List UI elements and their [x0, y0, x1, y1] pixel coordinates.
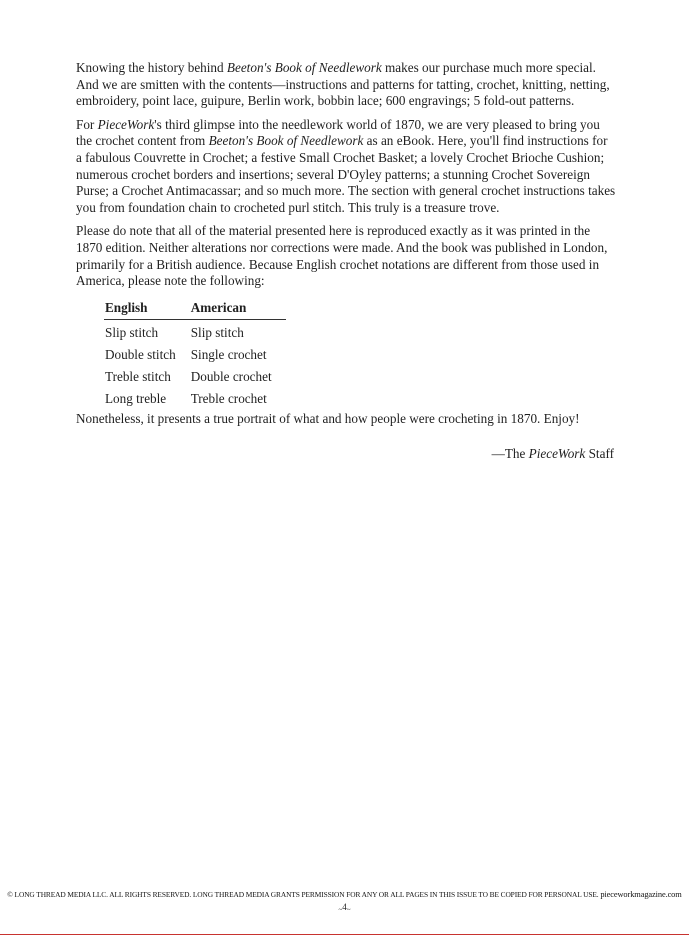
bottom-rule: [0, 934, 689, 935]
american-term: Double crochet: [190, 368, 272, 384]
book-title: Beeton's Book of Needlework: [208, 133, 364, 149]
table-row: [104, 364, 286, 386]
website-link[interactable]: pieceworkmagazine.com: [600, 890, 682, 899]
page-number: [0, 902, 689, 914]
page-footer: [0, 890, 689, 899]
column-header-english: English: [104, 297, 190, 320]
page-number-value: 4: [342, 902, 347, 912]
text-run: For: [76, 116, 98, 132]
table-row: [104, 386, 286, 408]
american-term: Treble crochet: [190, 390, 267, 406]
paragraph-reproduction-note: Please do note that all of the material presented here is reproduced exactly as it was printed in the 1870 edition. Neither alterations nor corrections were made. And the book was published in London, primarily for a British audience. Because English crochet notations are different from those used in America, please note the following:: [76, 223, 608, 289]
text-run: Staff: [585, 446, 614, 462]
magazine-name: PieceWork: [528, 446, 586, 462]
staff-signature: [76, 446, 614, 463]
english-term: Double stitch: [105, 346, 176, 362]
table-row: [104, 319, 286, 342]
book-title: Beeton's Book of Needlework: [226, 60, 382, 75]
page-number-ornament-right: ~: [346, 906, 351, 914]
table-row: [104, 342, 286, 364]
text-run: —The: [491, 446, 529, 462]
paragraph-closing: Nonetheless, it presents a true portrait of what and how people were crocheting in 1870. Enjoy!: [76, 410, 580, 426]
american-term: Slip stitch: [190, 324, 244, 340]
text-run: as an eBook. Here, you'll find instructions for a fabulous Couvrette in Crochet; a festive Small Crochet Basket; a lovely Crochet Brioche Cushion; numerous crochet borders and insertions; several D'Oyley patterns; a stunning Crochet Sovereign Purse; a Crochet Antimacassar; and so much more. The section with general crochet instructions takes you from foundation chain to crocheted purl stitch. This truly is a treasure trove.: [76, 133, 616, 215]
magazine-name: PieceWork: [97, 116, 155, 132]
american-term: Single crochet: [190, 346, 267, 362]
text-run: makes our purchase much more special. And we are smitten with the contents—instructions and patterns for tatting, crochet, knitting, netting, embroidery, point lace, guipure, Berlin work, bobbin lace; 600 engravings; 5 fold-out patterns.: [76, 60, 610, 109]
table-header-row: [104, 297, 286, 320]
copyright-notice: © LONG THREAD MEDIA LLC. ALL RIGHTS RESERVED. LONG THREAD MEDIA GRANTS PERMISSION FOR ANY OR ALL PAGES IN THIS ISSUE TO BE COPIED FOR PERSONAL USE.: [7, 890, 599, 899]
page-number-ornament-left: ~: [338, 906, 343, 914]
english-term: Slip stitch: [105, 324, 159, 340]
text-run: 's third glimpse into the needlework world of 1870, we are very pleased to bring you the crochet content from: [76, 116, 600, 149]
crochet-notation-table: [104, 297, 286, 408]
english-term: Treble stitch: [105, 368, 171, 384]
paragraph-ebook-contents: [76, 117, 616, 217]
article-body: [76, 60, 616, 470]
text-run: Knowing the history behind: [76, 60, 227, 75]
english-term: Long treble: [105, 390, 167, 406]
column-header-american: American: [190, 297, 286, 320]
paragraph-history: [76, 60, 616, 110]
